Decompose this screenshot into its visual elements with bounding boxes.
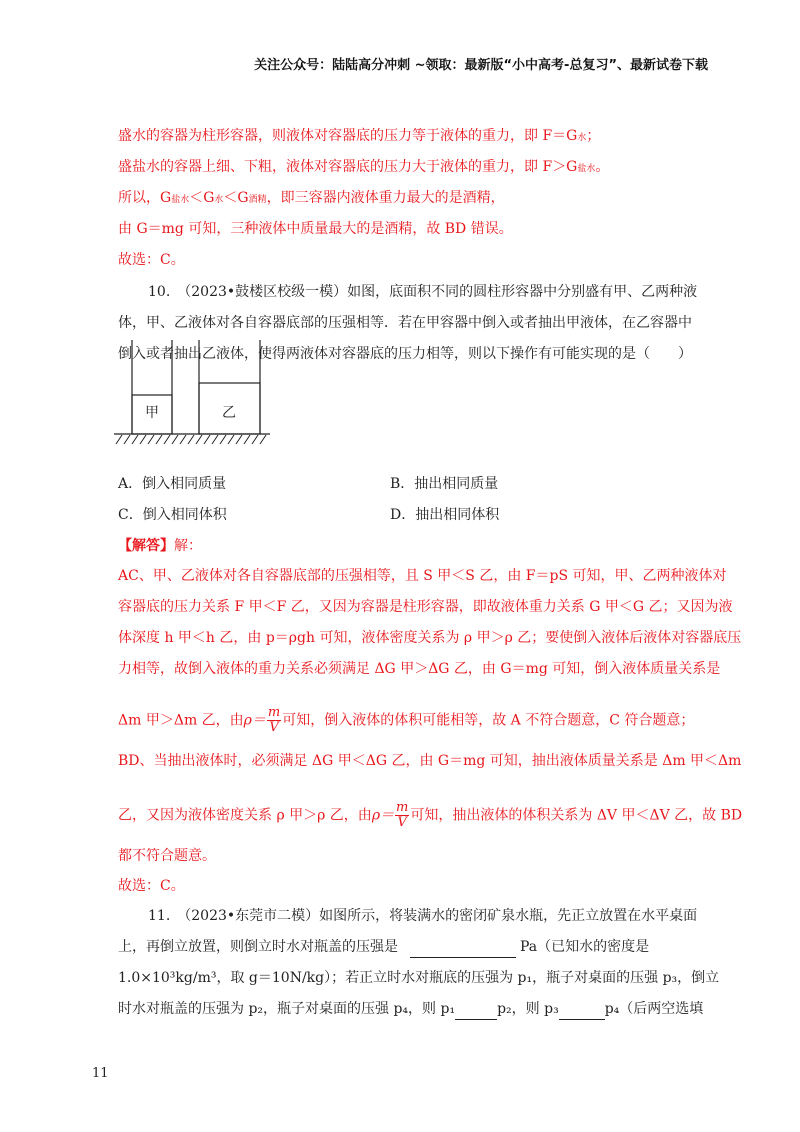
answer-line: 乙，又因为液体密度关系 ρ 甲＞ρ 乙，由ρ＝ $\frac{m}{V}$ 可知，抽出液体的体积关系为 ΔV 甲＜ΔV 乙，故 BD: [118, 800, 743, 830]
question-10-line: 倒入或者抽出乙液体，使得两液体对容器底的压力相等，则以下操作有可能实现的是（ ）: [118, 346, 692, 362]
answer-blank[interactable]: [455, 999, 497, 1020]
answer-line: 容器底的压力关系 F 甲＜F 乙，又因为容器是柱形容器，即故液体重力关系 G 甲＜G 乙；又因为液: [118, 599, 733, 615]
question-11-line: 1.0×10³kg/m³，取 g＝10N/kg）；若正立时水对瓶底的压强为 p₁，瓶子对桌面的压强 p₃，倒立: [118, 970, 720, 986]
answer-line: 都不符合题意。: [118, 848, 216, 864]
answer-blank[interactable]: [410, 937, 516, 958]
answer-line: 力相等，故倒入液体的重力关系必须满足 ΔG 甲＞ΔG 乙，由 G＝mg 可知，倒入液体质量关系是: [118, 661, 721, 677]
fraction-m-over-v: $\frac{m}{V}$: [396, 800, 409, 830]
answer-line: AC、甲、乙液体对各自容器底部的压强相等，且 S 甲＜S 乙，由 F＝pS 可知，甲、乙两种液体对: [118, 568, 727, 584]
question-11-line: 上，再倒立放置，则倒立时水对瓶盖的压强是 Pa（已知水的密度是: [118, 937, 649, 958]
question-11-line: 时水对瓶盖的压强为 p₂，瓶子对桌面的压强 p₄，则 p₁ p₂，则 p₃ p₄（后两空选填: [118, 999, 703, 1020]
answer-line: BD、当抽出液体时，必须满足 ΔG 甲＜ΔG 乙，由 G＝mg 可知，抽出液体质量关系是 Δm 甲＜Δm: [118, 753, 742, 769]
question-11-line: 11. （2023•东莞市二模）如图所示，将装满水的密闭矿泉水瓶，先正立放置在水平桌面: [148, 908, 698, 924]
answer-line: 体深度 h 甲＜h 乙，由 p＝ρgh 可知，液体密度关系为 ρ 甲＞ρ 乙；要使倒入液体后液体对容器底压: [118, 630, 742, 646]
answer-line: 由 G＝mg 可知，三种液体中质量最大的是酒精，故 BD 错误。: [118, 221, 513, 237]
answer-blank[interactable]: [559, 999, 605, 1020]
option-b: B．抽出相同质量: [390, 476, 499, 492]
option-a: A．倒入相同质量: [118, 476, 227, 492]
answer-line: 盛水的容器为柱形容器，则液体对容器底的压力等于液体的重力，即 F＝G水；: [118, 128, 601, 144]
option-c: C．倒入相同体积: [118, 507, 227, 523]
answer-choice: 故选：C。: [118, 252, 185, 268]
label-jia: 甲: [145, 405, 159, 421]
answer-choice: 故选：C。: [118, 878, 185, 894]
question-10-line: 10. （2023•鼓楼区校级一模）如图，底面积不同的圆柱形容器中分别盛有甲、乙两种液: [148, 284, 698, 300]
container-figure: [112, 338, 272, 448]
option-d: D．抽出相同体积: [390, 507, 500, 523]
fraction-m-over-v: $\frac{m}{V}$: [267, 705, 281, 735]
answer-label: 【解答】解：: [118, 538, 202, 554]
page-header: 关注公众号：陆陆高分冲刺 ~领取：最新版“小中高考-总复习”、最新试卷下载: [254, 58, 708, 73]
question-10-line: 体，甲、乙液体对各自容器底部的压强相等．若在甲容器中倒入或者抽出甲液体，在乙容器中: [118, 315, 692, 331]
label-yi: 乙: [222, 405, 236, 421]
answer-line: 盛盐水的容器上细、下粗，液体对容器底的压力大于液体的重力，即 F＞G盐水。: [118, 159, 610, 175]
answer-line: Δm 甲＞Δm 乙，由ρ＝ $\frac{m}{V}$ 可知，倒入液体的体积可能相等，故 A 不符合题意，C 符合题意；: [118, 705, 695, 735]
answer-line: 所以，G盐水＜G水＜G酒精，即三容器内液体重力最大的是酒精，: [118, 190, 505, 206]
page-number: 11: [92, 1066, 109, 1081]
